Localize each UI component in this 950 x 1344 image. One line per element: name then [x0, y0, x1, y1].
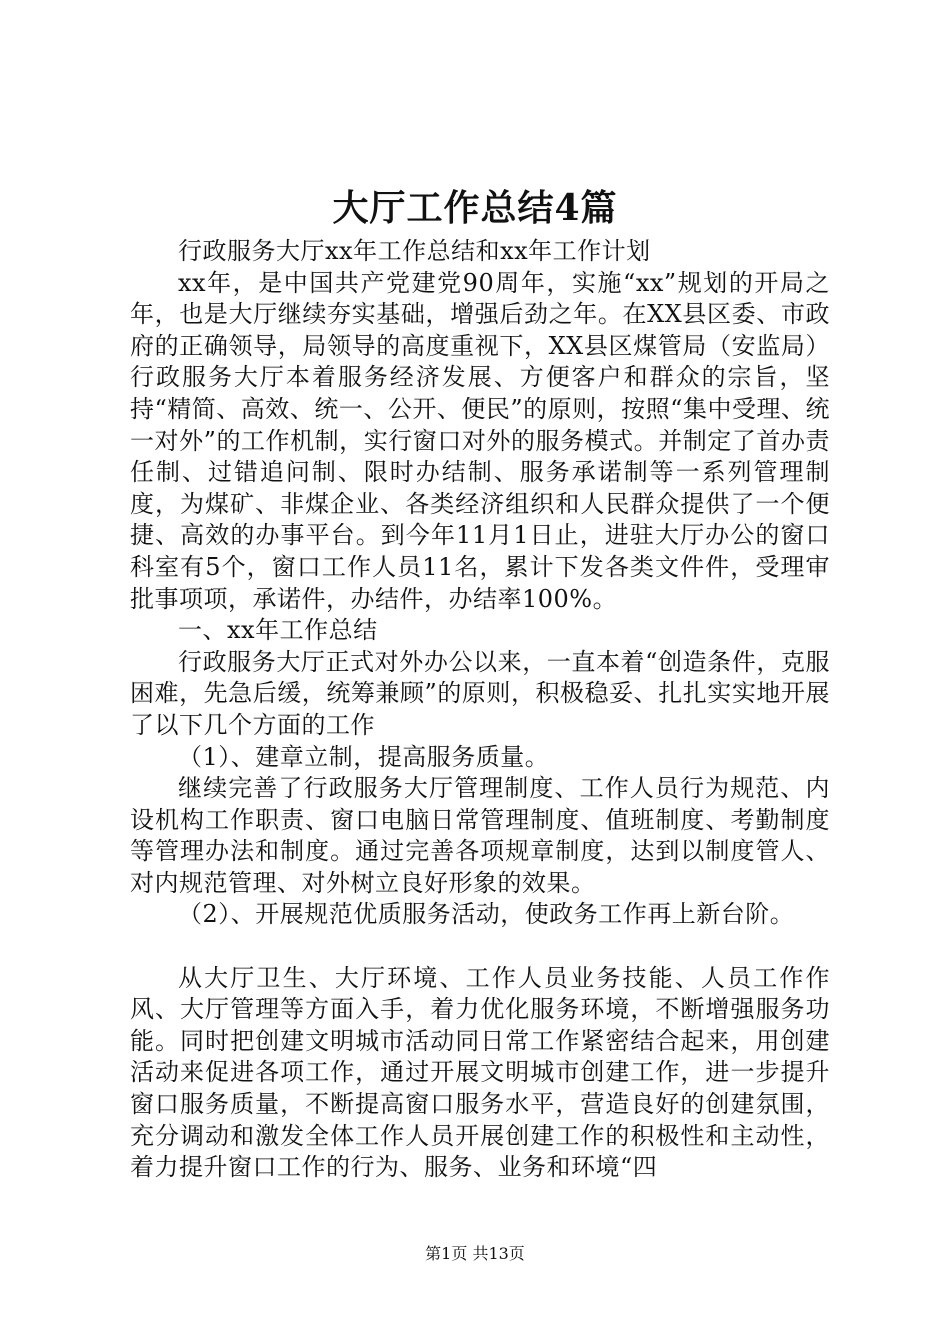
section-heading-summary: 一、xx年工作总结 [178, 616, 378, 645]
paragraph-rules: 继续完善了行政服务大厅管理制度、工作人员行为规范、内设机构工作职责、窗口电脑日常管理制度、值班制度、考勤制度等管理办法和制度。通过完善各项规章制度，达到以制度管人、对内规范管理、对外树立良好形象的效果。 [130, 774, 830, 897]
paragraph-service: 从大厅卫生、大厅环境、工作人员业务技能、人员工作作风、大厅管理等方面入手，着力优化服务环境，不断增强服务功能。同时把创建文明城市活动同日常工作紧密结合起来，用创建活动来促进各项工作，通过开展文明城市创建工作，进一步提升窗口服务质量，不断提高窗口服务水平，营造良好的创建氛围，充分调动和激发全体工作人员开展创建工作的积极性和主动性，着力提升窗口工作的行为、服务、业务和环境“四 [130, 963, 830, 1182]
document-body [130, 236, 830, 1184]
subheading-rules: （1）、建章立制，提高服务质量。 [178, 742, 550, 771]
paragraph-intro: xx年，是中国共产党建党90周年，实施“xx”规划的开局之年，也是大厅继续夯实基础，增强后劲之年。在XX县区委、市政府的正确领导，局领导的高度重视下，XX县区煤管局（安监局）行政服务大厅本着服务经济发展、方便客户和群众的宗旨，坚持“精简、高效、统一、公开、便民”的原则，按照“集中受理、统一对外”的工作机制，实行窗口对外的服务模式。并制定了首办责任制、过错追问制、限时办结制、服务承诺制等一系列管理制度，为煤矿、非煤企业、各类经济组织和人民群众提供了一个便捷、高效的办事平台。到今年11月1日止，进驻大厅办公的窗口科室有5个，窗口工作人员11名，累计下发各类文件件，受理审批事项项，承诺件，办结件，办结率100%。 [130, 268, 830, 613]
subheading-service: （2）、开展规范优质服务活动，使政务工作再上新台阶。 [178, 900, 795, 929]
page-footer: 第1页 共13页 [425, 1244, 525, 1263]
paragraph-overview: 行政服务大厅正式对外办公以来，一直本着“创造条件，克服困难，先急后缓，统筹兼顾”的原则，积极稳妥、扎扎实实地开展了以下几个方面的工作 [130, 647, 830, 739]
paragraph-subtitle: 行政服务大厅xx年工作总结和xx年工作计划 [178, 237, 651, 265]
document-title: 大厅工作总结4篇 [332, 187, 618, 229]
